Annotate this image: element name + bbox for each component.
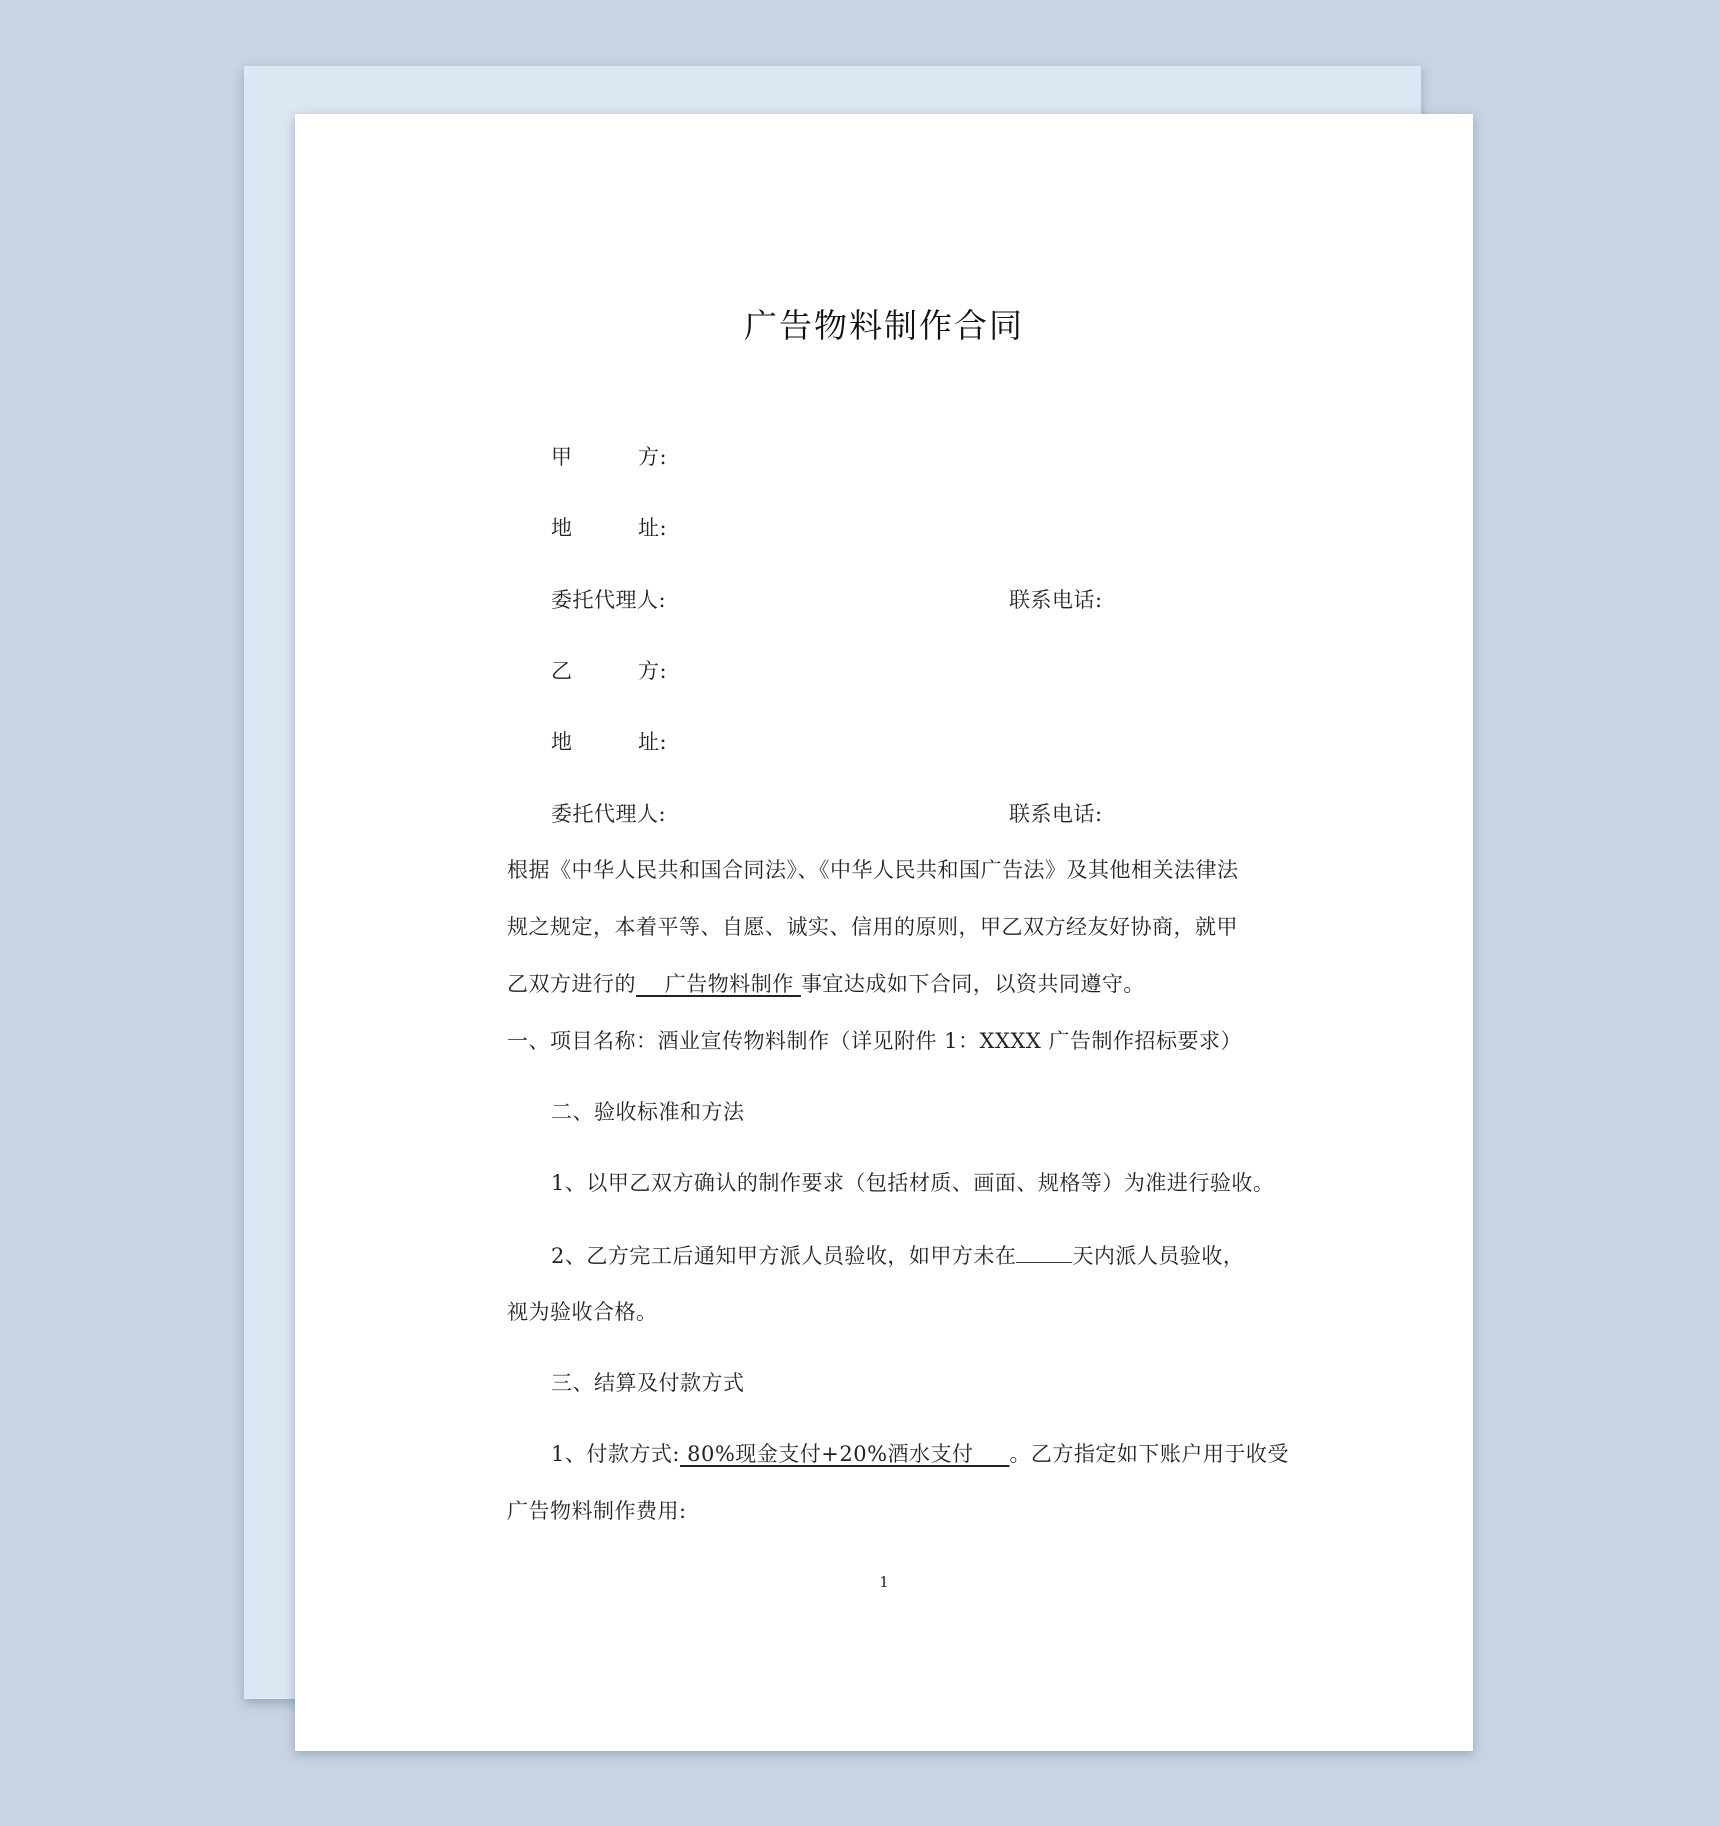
party-a-label-1: 甲 <box>551 445 573 469</box>
contract-title: 广告物料制作合同 <box>744 306 1024 345</box>
party-b-label-2: 方: <box>638 659 668 683</box>
section-2-item-2-after: 天内派人员验收， <box>1072 1244 1245 1268</box>
section-2-item-2-before: 2、乙方完工后通知甲方派人员验收，如甲方未在 <box>551 1244 1017 1268</box>
section-2-heading: 二、验收标准和方法 <box>551 1100 745 1124</box>
project-subject-field: 广告物料制作 <box>636 972 801 996</box>
payment-method-field: 80%现金支付+20%酒水支付 <box>679 1442 1010 1466</box>
party-a-phone-label: 联系电话: <box>1009 588 1103 612</box>
section-3-item-1-line-2: 广告物料制作费用: <box>507 1499 687 1523</box>
party-a-address-label-2: 址: <box>638 516 668 540</box>
preamble-line-3 <box>507 971 1145 997</box>
party-b-label-1: 乙 <box>551 659 573 683</box>
party-a-agent-label: 委托代理人: <box>551 588 667 612</box>
party-b-address-label-2: 址: <box>638 730 668 754</box>
section-3-item-1-after: 。乙方指定如下账户用于收受 <box>1009 1442 1289 1466</box>
preamble-line-1: 根据《中华人民共和国合同法》、《中华人民共和国广告法》及其他相关法律法 <box>507 858 1239 882</box>
preamble-line-3-after: 事宜达成如下合同，以资共同遵守。 <box>800 972 1145 996</box>
section-3-item-1 <box>551 1441 1289 1467</box>
section-3-heading: 三、结算及付款方式 <box>551 1371 745 1395</box>
section-3-item-1-before: 1、付款方式: <box>551 1442 680 1466</box>
preamble-line-3-before: 乙双方进行的 <box>507 972 636 996</box>
party-b-agent-label: 委托代理人: <box>551 802 667 826</box>
party-a-address-label-1: 地 <box>551 516 573 540</box>
preamble-line-2: 规之规定，本着平等、自愿、诚实、信用的原则，甲乙双方经友好协商，就甲 <box>507 915 1238 939</box>
page-number: 1 <box>879 1573 889 1591</box>
party-b-phone-label: 联系电话: <box>1009 802 1103 826</box>
document-page <box>295 114 1473 1751</box>
party-b-address-label-1: 地 <box>551 730 573 754</box>
section-2-item-2-line-2: 视为验收合格。 <box>507 1300 658 1324</box>
section-2-item-2 <box>551 1242 1244 1269</box>
section-2-item-1: 1、以甲乙双方确认的制作要求（包括材质、画面、规格等）为准进行验收。 <box>551 1171 1275 1195</box>
section-1-project-name: 一、项目名称：酒业宣传物料制作（详见附件 1：XXXX 广告制作招标要求） <box>507 1029 1243 1053</box>
days-blank-field <box>1016 1242 1072 1263</box>
party-a-label-2: 方: <box>638 445 668 469</box>
